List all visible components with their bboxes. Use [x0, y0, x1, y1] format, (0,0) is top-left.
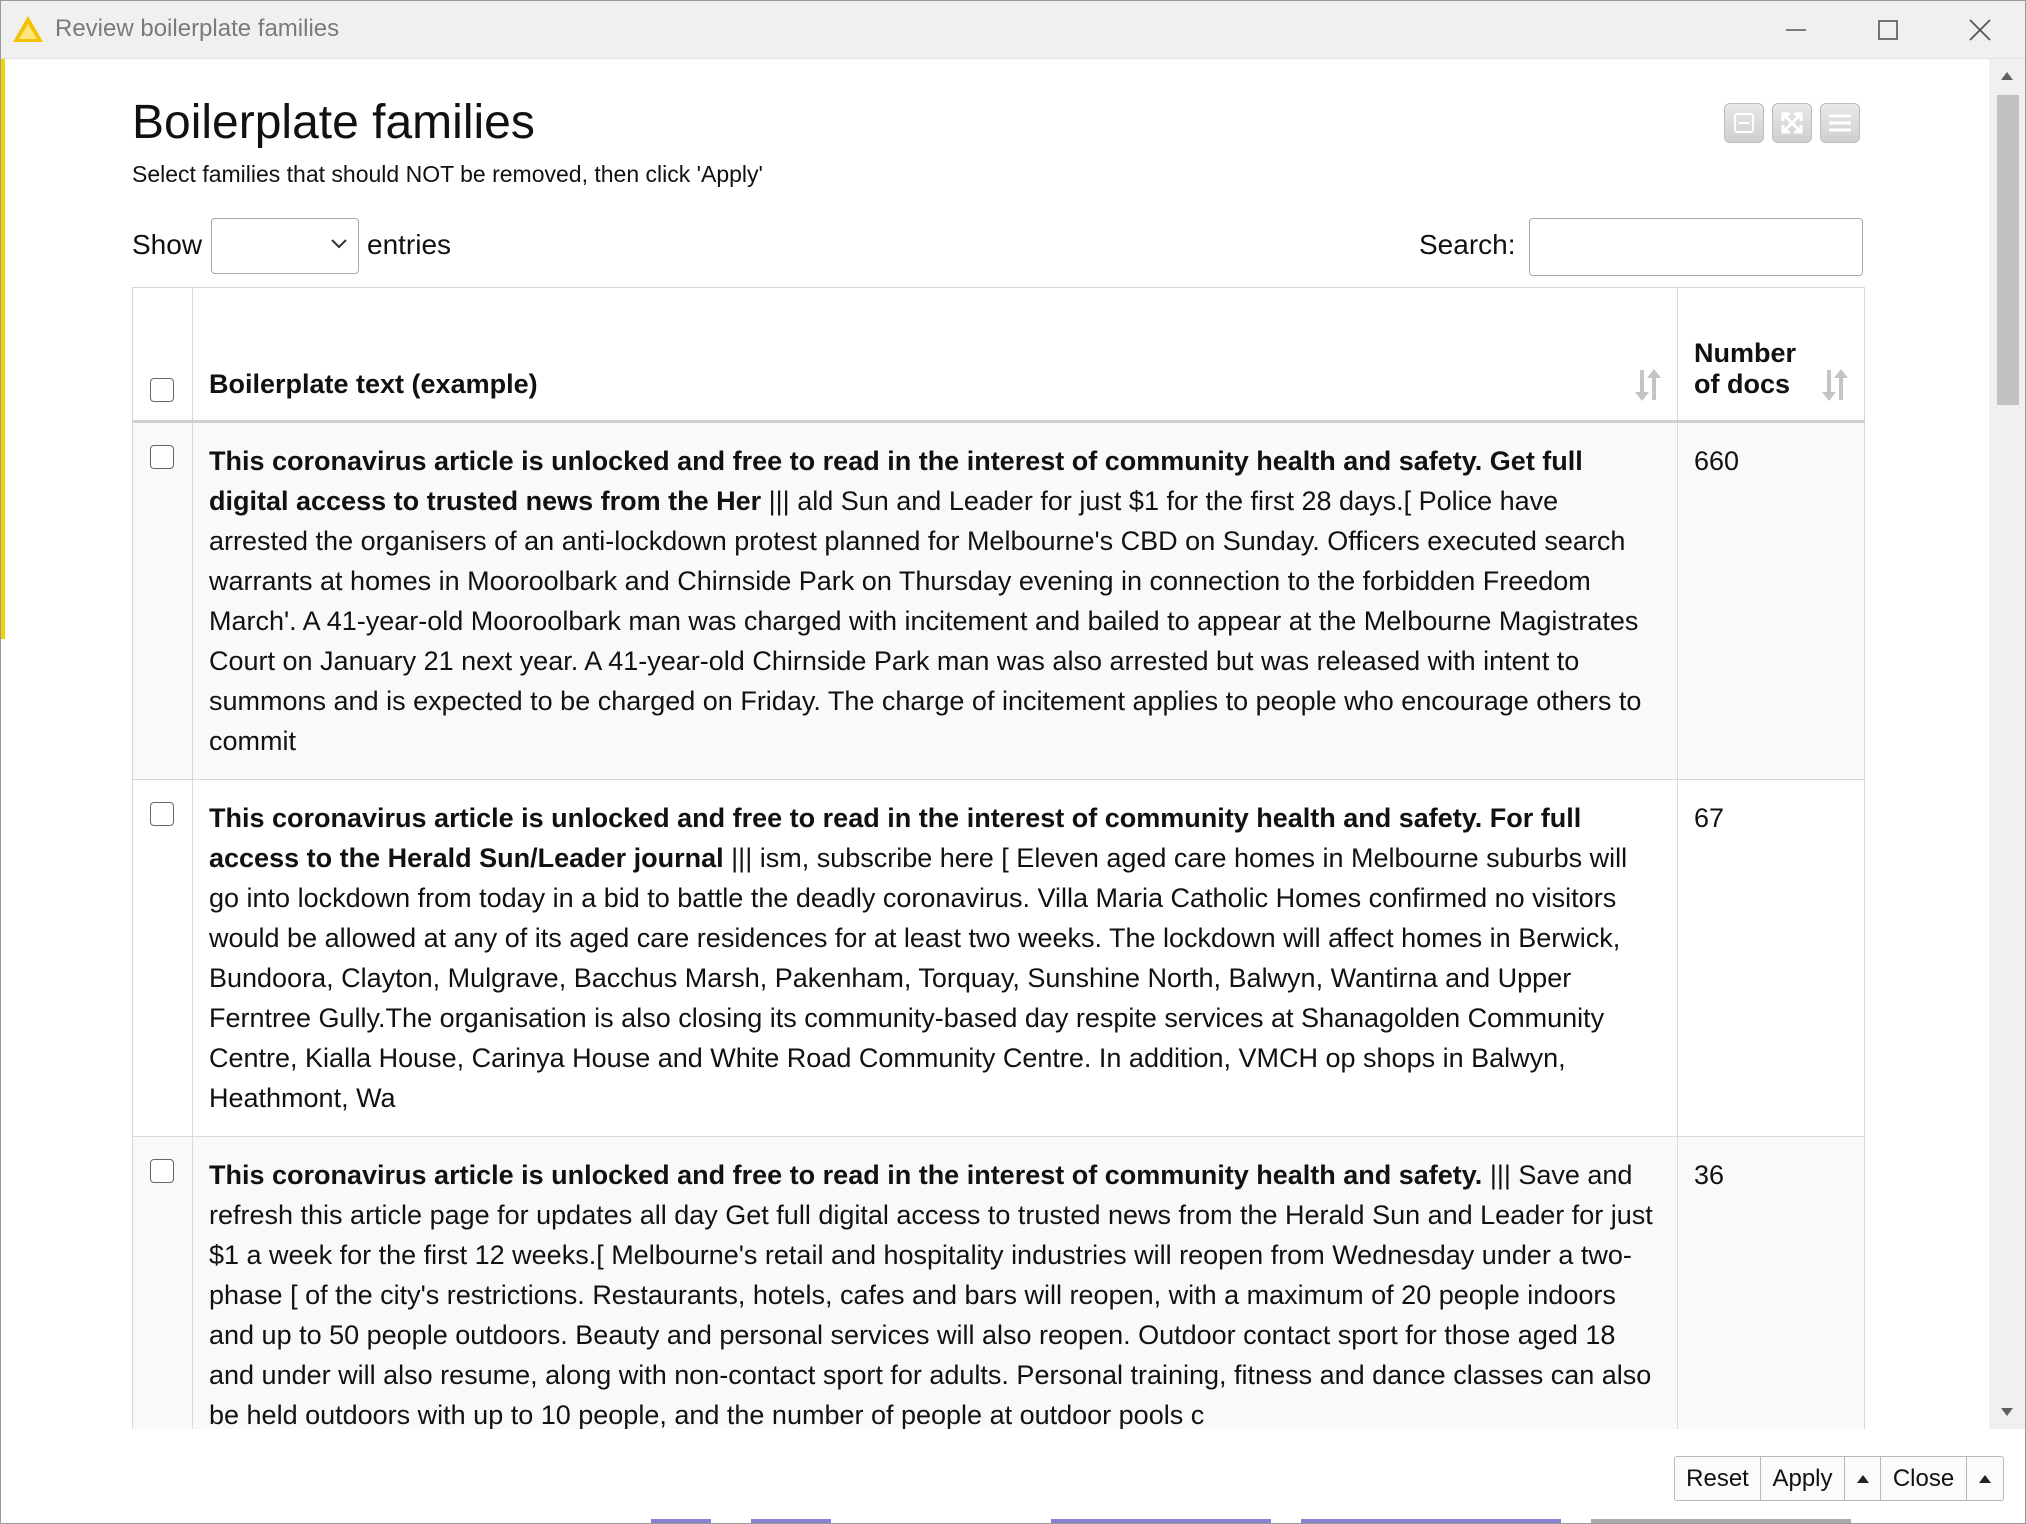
scrollbar-thumb[interactable] — [1997, 95, 2019, 405]
boilerplate-text-cell — [193, 422, 1678, 780]
collapse-button[interactable] — [1724, 103, 1764, 143]
boilerplate-text-cell — [193, 780, 1678, 1137]
row-checkbox-cell — [133, 422, 193, 780]
boilerplate-bold-text: This coronavirus article is unlocked and free to read in the interest of community health and safety. — [209, 1160, 1483, 1190]
title-bar — [1, 1, 2025, 59]
sort-icon — [1633, 368, 1663, 402]
scroll-up-arrow-icon[interactable] — [2000, 71, 2014, 81]
apply-button[interactable]: Apply — [1761, 1457, 1845, 1500]
dialog-footer — [1, 1429, 2025, 1524]
maximize-button[interactable] — [1842, 1, 1934, 59]
table-row[interactable] — [133, 780, 1865, 1137]
fullscreen-button[interactable] — [1772, 103, 1812, 143]
apply-options-button[interactable] — [1845, 1457, 1881, 1500]
doc-count-cell: 67 — [1678, 780, 1865, 1137]
table-row[interactable] — [133, 422, 1865, 780]
background-window-edge — [641, 1517, 2001, 1524]
sort-icon — [1820, 368, 1850, 402]
close-icon — [1968, 18, 1992, 42]
fullscreen-icon — [1779, 110, 1805, 136]
minimize-button[interactable] — [1750, 1, 1842, 59]
row-checkbox[interactable] — [150, 445, 174, 469]
menu-button[interactable] — [1820, 103, 1860, 143]
app-logo-icon — [12, 15, 44, 43]
reset-button[interactable]: Reset — [1675, 1457, 1761, 1500]
scroll-down-arrow-icon[interactable] — [2000, 1407, 2014, 1417]
page-subtitle: Select families that should NOT be removed, then click 'Apply' — [132, 161, 763, 187]
caret-up-icon — [1856, 1474, 1870, 1484]
boilerplate-text: ||| ald Sun and Leader for just $1 for the first 28 days.[ Police have arrested the organisers of an anti-lockdown protest planned for Melbourne's CBD on Sunday. Officers executed search warrants at homes in Mooroolbark and Chirnside Park on Thursday evening in connection to the forbidden Freedom March'. A 41-year-old Mooroolbark man was charged with incitement and bailed to appear at the Melbourne Magistrates Court on January 21 next year. A 41-year-old Chirnside Park man was also arrested but was released with intent to summons and is expected to be charged on Friday. The charge of incitement applies to people who encourage others to commit — [209, 486, 1642, 756]
boilerplate-bold-text: This coronavirus article is unlocked and free to read in the interest of community health and safety. Get full digital access to trusted news from the Her — [209, 446, 1583, 516]
vertical-scrollbar[interactable] — [1989, 59, 2025, 1429]
boilerplate-text: ||| ism, subscribe here [ Eleven aged care homes in Melbourne suburbs will go into lockdown from today in a bid to battle the deadly coronavirus. Villa Maria Catholic Homes confirmed no visitors would be allowed at any of its aged care residences for at least two weeks. The lockdown will affect homes in Berwick, Bundoora, Clayton, Mulgrave, Bacchus Marsh, Pakenham, Torquay, Sunshine North, Balwyn, Wantirna and Upper Ferntree Gully.The organisation is also closing its community-based day respite services at Shanagolden Community Centre, Kialla House, Carinya House and White Road Community Centre. In addition, VMCH op shops in Balwyn, Heathmont, Wa — [209, 843, 1628, 1113]
collapse-icon — [1732, 111, 1756, 135]
search-label: Search: — [1419, 229, 1516, 260]
search-input[interactable] — [1529, 218, 1863, 276]
footer-button-group — [1674, 1456, 2004, 1501]
select-all-checkbox[interactable] — [150, 378, 174, 402]
entries-label: entries — [367, 229, 452, 260]
entries-select[interactable] — [211, 218, 359, 274]
menu-icon — [1827, 112, 1853, 134]
column-header-number-of-docs[interactable] — [1678, 288, 1865, 422]
table-row[interactable] — [133, 1137, 1865, 1430]
close-button[interactable]: Close — [1881, 1457, 1967, 1500]
column-header-label: of docs — [1694, 369, 1791, 399]
row-checkbox[interactable] — [150, 1159, 174, 1183]
select-all-header — [133, 288, 193, 422]
boilerplate-text: ||| Save and refresh this article page for updates all day Get full digital access to trusted news from the Herald Sun and Leader for just $1 a week for the first 12 weeks.[ Melbourne's retail and hospitality industries will reopen from Wednesday under a two-phase [ of the city's restrictions. Restaurants, hotels, cafes and bars will reopen, with a maximum of 20 people indoors and up to 50 people outdoors. Beauty and personal services will also reopen. Outdoor contact sport for those aged 18 and under will also resume, along with non-contact sport for adults. Personal training, fitness and dance classes can also be held outdoors with up to 10 people, and the number of people at outdoor pools c — [209, 1160, 1653, 1429]
row-checkbox-cell — [133, 1137, 193, 1430]
page-title: Boilerplate families — [132, 96, 535, 149]
minimize-icon — [1785, 19, 1807, 41]
row-checkbox-cell — [133, 780, 193, 1137]
maximize-icon — [1877, 19, 1899, 41]
row-checkbox[interactable] — [150, 802, 174, 826]
column-header-boilerplate-text[interactable] — [193, 288, 1678, 422]
doc-count-cell: 36 — [1678, 1137, 1865, 1430]
column-header-label: Number — [1694, 338, 1797, 368]
window-title: Review boilerplate families — [55, 15, 340, 42]
table-header-row — [133, 288, 1865, 422]
close-options-button[interactable] — [1967, 1457, 2003, 1500]
column-header-label: Boilerplate text (example) — [209, 369, 538, 399]
boilerplate-text-cell — [193, 1137, 1678, 1430]
dialog-content — [1, 59, 1991, 1429]
show-label: Show — [132, 229, 203, 260]
boilerplate-bold-text: This coronavirus article is unlocked and free to read in the interest of community health and safety. For full access to the Herald Sun/Leader journal — [209, 803, 1582, 873]
caret-up-icon — [1978, 1474, 1992, 1484]
chevron-down-icon — [330, 238, 348, 250]
boilerplate-table — [132, 287, 1865, 1429]
doc-count-cell: 660 — [1678, 422, 1865, 780]
close-window-button[interactable] — [1934, 1, 2026, 59]
